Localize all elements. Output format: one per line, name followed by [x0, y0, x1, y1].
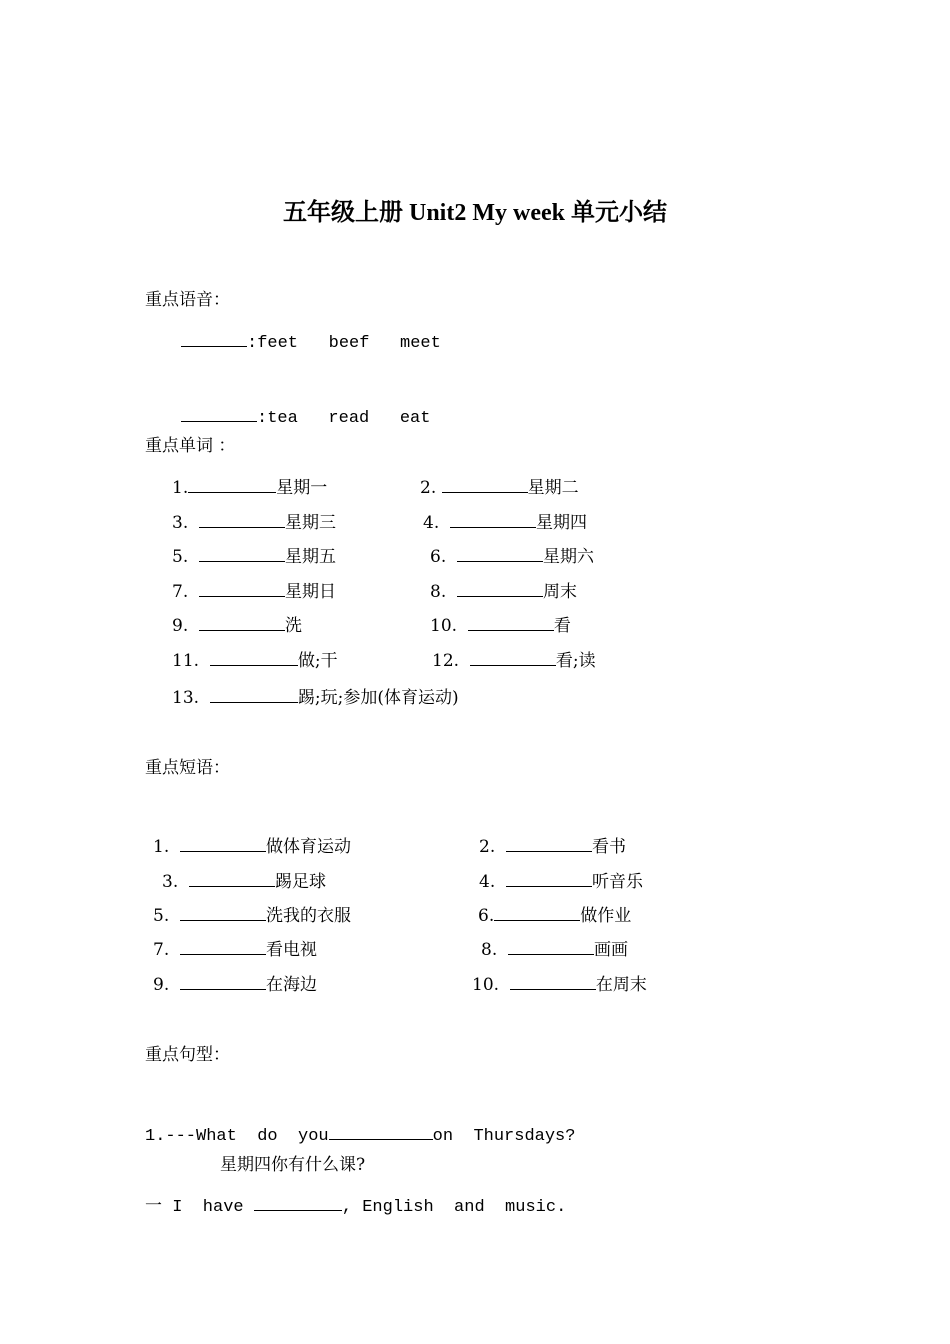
answer-blank[interactable]: [470, 649, 556, 666]
word-item: 11. 做;干: [172, 651, 338, 671]
sentence-question-1: 1.---What do you on Thursdays?: [145, 1123, 575, 1145]
word-item: 8. 周末: [430, 582, 578, 602]
word-item: 1. 星期一: [172, 478, 328, 498]
answer-blank[interactable]: [180, 835, 266, 852]
answer-blank[interactable]: [494, 904, 580, 921]
page-title: 五年级上册 Unit2 My week 单元小结: [283, 200, 667, 226]
word-item: 10. 看: [430, 616, 571, 636]
answer-blank[interactable]: [199, 614, 285, 631]
word-item: 3. 星期三: [172, 513, 337, 533]
phrase-item: 5. 洗我的衣服: [153, 906, 352, 926]
answer-blank[interactable]: [180, 938, 266, 955]
answer-blank[interactable]: [329, 1123, 433, 1140]
sentence-translation-1: 星期四你有什么课?: [220, 1155, 366, 1175]
answer-blank[interactable]: [508, 938, 594, 955]
answer-blank[interactable]: [180, 904, 266, 921]
word-item: 2. 星期二: [420, 478, 579, 498]
phrase-item: 3. 踢足球: [162, 872, 327, 892]
word-item: 13. 踢;玩;参加(体育运动): [172, 688, 459, 708]
pronunciation-line-1: :feet beef meet: [181, 330, 441, 352]
answer-blank[interactable]: [210, 686, 298, 703]
answer-blank[interactable]: [506, 835, 592, 852]
answer-blank[interactable]: [254, 1194, 342, 1211]
answer-blank[interactable]: [442, 476, 528, 493]
phrase-item: 8. 画画: [481, 940, 629, 960]
answer-blank[interactable]: [506, 870, 592, 887]
word-item: 4. 星期四: [423, 513, 588, 533]
word-item: 5. 星期五: [172, 547, 337, 567]
answer-blank[interactable]: [210, 649, 298, 666]
phrase-item: 4. 听音乐: [479, 872, 644, 892]
word-item: 9. 洗: [172, 616, 303, 636]
answer-blank[interactable]: [457, 545, 543, 562]
phrase-item: 9. 在海边: [153, 975, 318, 995]
words-heading: 重点单词 ：: [145, 436, 236, 456]
answer-blank[interactable]: [450, 511, 536, 528]
answer-blank[interactable]: [189, 870, 275, 887]
word-item: 6. 星期六: [430, 547, 595, 567]
phrase-item: 2. 看书: [479, 837, 627, 857]
word-item: 12. 看;读: [432, 651, 596, 671]
answer-blank[interactable]: [188, 476, 276, 493]
answer-blank[interactable]: [180, 973, 266, 990]
sentences-heading: 重点句型：: [145, 1045, 230, 1065]
phrase-item: 6. 做作业: [478, 906, 632, 926]
word-item: 7. 星期日: [172, 582, 337, 602]
answer-blank[interactable]: [181, 405, 257, 422]
answer-blank[interactable]: [457, 580, 543, 597]
answer-blank[interactable]: [468, 614, 554, 631]
answer-blank[interactable]: [199, 580, 285, 597]
answer-blank[interactable]: [199, 511, 285, 528]
phrase-item: 10. 在周末: [472, 975, 647, 995]
phrase-item: 7. 看电视: [153, 940, 318, 960]
pronunciation-heading: 重点语音：: [145, 290, 230, 310]
phrases-heading: 重点短语：: [145, 758, 230, 778]
pronunciation-line-2: :tea read eat: [181, 405, 430, 427]
answer-blank[interactable]: [199, 545, 285, 562]
answer-blank[interactable]: [510, 973, 596, 990]
answer-blank[interactable]: [181, 330, 247, 347]
sentence-answer-1: 一 I have , English and music.: [145, 1194, 566, 1216]
phrase-item: 1. 做体育运动: [153, 837, 352, 857]
